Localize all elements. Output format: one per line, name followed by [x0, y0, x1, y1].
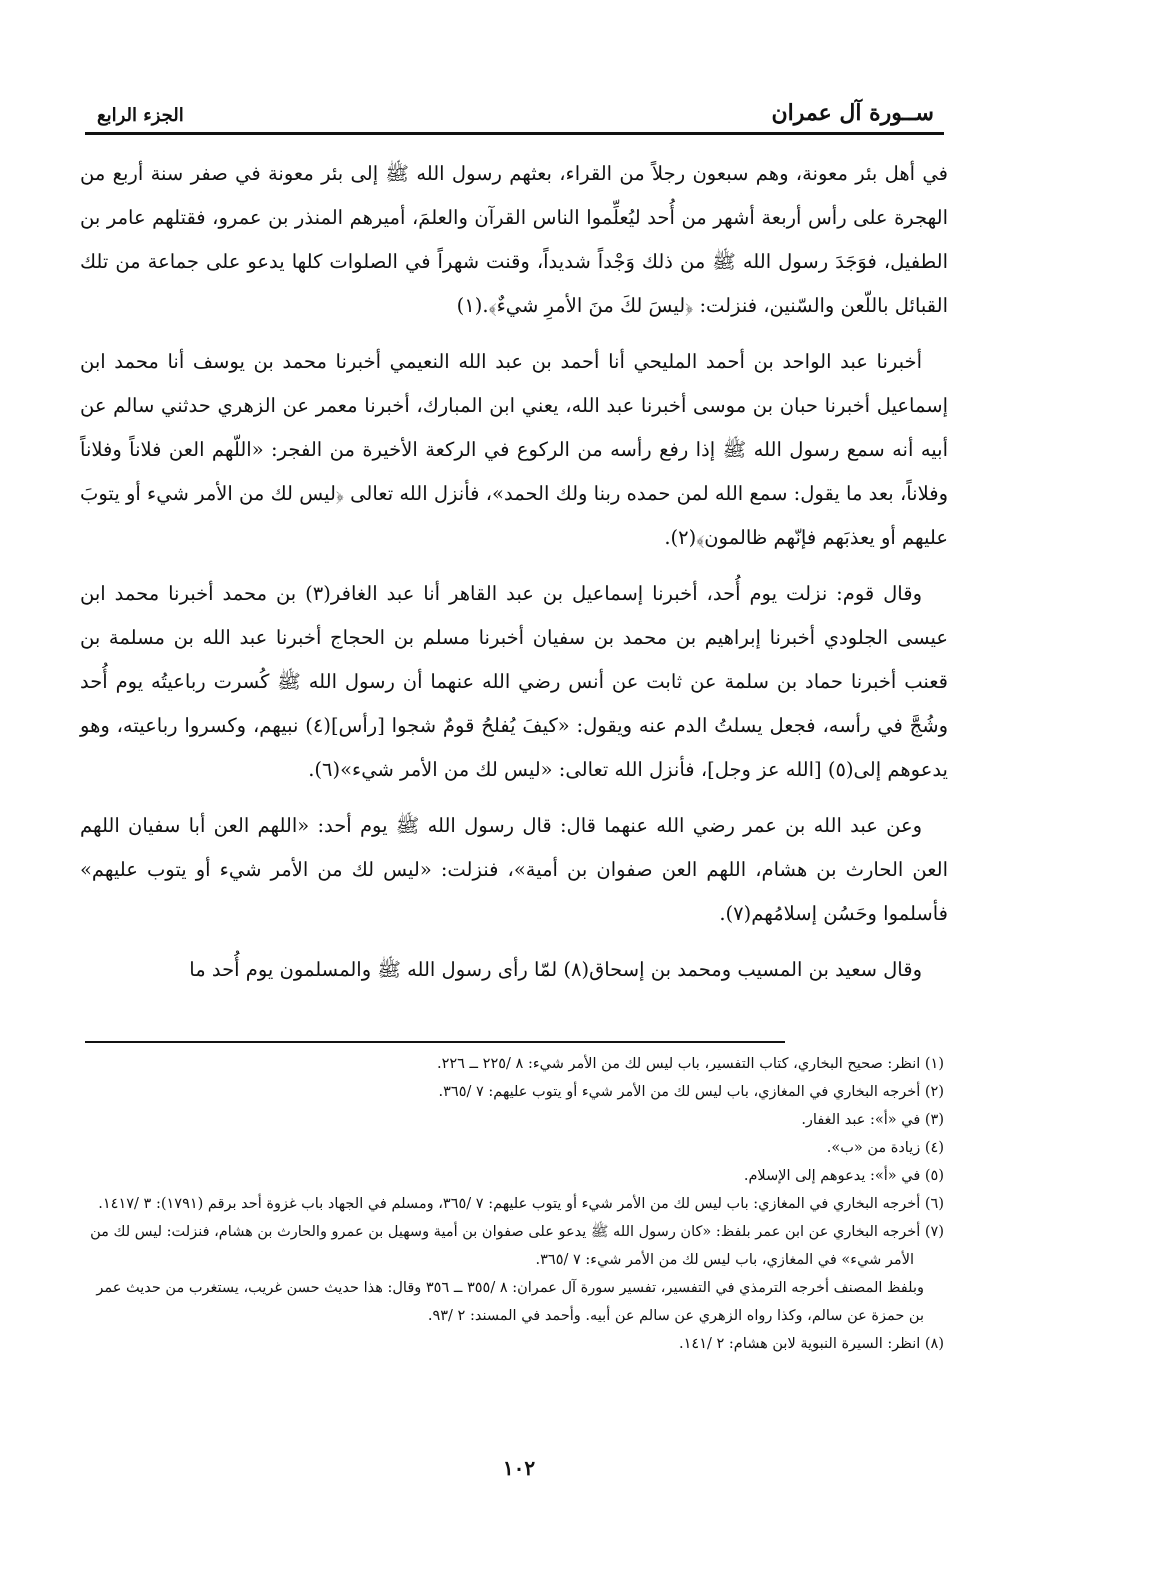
part-title: الجزء الرابع [97, 105, 184, 126]
paragraph: وقال سعيد بن المسيب ومحمد بن إسحاق(٨) لمّا رأى رسول الله ﷺ والمسلمون يوم أُحد ما [189, 958, 922, 981]
page-number: ١٠٢ [502, 1456, 536, 1480]
surah-title: ســورة آل عمران [771, 100, 934, 126]
footnote-continuation: وبلفظ المصنف أخرجه الترمذي في التفسير، تفسير سورة آل عمران: ٨ /٣٥٥ ــ ٣٥٦ وقال: هذا حديث حسن غريب، يستغرب من حديث عمر بن حمزة عن سالم، وكذا رواه الزهري عن سالم عن أبيه. وأحمد في المسند: ٢ /٩٣. [96, 1280, 924, 1324]
paragraph: في أهل بئر معونة، وهم سبعون رجلاً من القراء، بعثهم رسول الله ﷺ إلى بئر معونة في صفر سنة أربع من الهجرة على رأس أربعة أشهر من أُحد ليُعلِّموا الناس القرآن والعلمَ، أميرهم المنذر بن عمرو، فقتلهم عامر بن الطفيل، فوَجَدَ رسول الله ﷺ من ذلك وَجْداً شديداً، وقنت شهراً في الصلوات كلها يدعو على جماعة من تلك القبائل باللّعن والسّنين، فنزلت: ﴿ليسَ لكَ منَ الأمرِ شيءٌ﴾.(١) [80, 162, 948, 317]
footnotes [80, 1050, 944, 1358]
footnote: (٧) أخرجه البخاري عن ابن عمر بلفظ: «كان رسول الله ﷺ يدعو على صفوان بن أمية وسهيل بن عمرو والحارث بن هشام، فنزلت: ليس لك من الأمر شيء» في المغازي، باب ليس لك من الأمر شيء: ٧ /٣٦٥. [90, 1224, 944, 1268]
running-header [85, 86, 944, 135]
main-text [80, 152, 948, 1004]
paragraph: أخبرنا عبد الواحد بن أحمد المليحي أنا أحمد بن عبد الله النعيمي أخبرنا محمد بن يوسف أنا محمد ابن إسماعيل أخبرنا حبان بن موسى أخبرنا عبد الله، يعني ابن المبارك، أخبرنا معمر عن الزهري حدثني سالم عن أبيه أنه سمع رسول الله ﷺ إذا رفع رأسه من الركوع في الركعة الأخيرة من الفجر: «اللّهم العن فلاناً وفلاناً وفلاناً، بعد ما يقول: سمع الله لمن حمده ربنا ولك الحمد»، فأنزل الله تعالى ﴿ليس لك من الأمر شيء أو يتوبَ عليهم أو يعذبَهم فإنّهم ظالمون﴾(٢). [80, 350, 948, 549]
paragraph: وعن عبد الله بن عمر رضي الله عنهما قال: قال رسول الله ﷺ يوم أحد: «اللهم العن أبا سفيان اللهم العن الحارث بن هشام، اللهم العن صفوان بن أمية»، فنزلت: «ليس لك من الأمر شيء أو يتوب عليهم» فأسلموا وحَسُن إسلامُهم(٧). [80, 814, 948, 925]
footnote: (١) انظر: صحيح البخاري، كتاب التفسير، باب ليس لك من الأمر شيء: ٨ /٢٢٥ ــ ٢٢٦. [436, 1056, 944, 1072]
footnote: (٤) زيادة من «ب». [826, 1140, 944, 1156]
footnote: (٣) في «أ»: عبد الغفار. [801, 1112, 944, 1128]
footnote: (٨) انظر: السيرة النبوية لابن هشام: ٢ /١٤١. [679, 1336, 944, 1352]
footnote: (٥) في «أ»: يدعوهم إلى الإسلام. [743, 1168, 944, 1184]
footnote-separator [85, 1041, 785, 1043]
footnote: (٦) أخرجه البخاري في المغازي: باب ليس لك من الأمر شيء أو يتوب عليهم: ٧ /٣٦٥، ومسلم في الجهاد باب غزوة أحد برقم (١٧٩١): ٣ /١٤١٧. [98, 1196, 944, 1212]
paragraph: وقال قوم: نزلت يوم أُحد، أخبرنا إسماعيل بن عبد القاهر أنا عبد الغافر(٣) بن محمد أخبرنا محمد ابن عيسى الجلودي أخبرنا إبراهيم بن محمد بن سفيان أخبرنا مسلم بن الحجاج أخبرنا عبد الله بن مسلمة بن قعنب أخبرنا حماد بن سلمة عن ثابت عن أنس رضي الله عنهما أن رسول الله ﷺ كُسرت رباعيتُه يوم أُحد وشُجَّ في رأسه، فجعل يسلتُ الدم عنه ويقول: «كيفَ يُفلحُ قومٌ شجوا [رأس](٤) نبيهم، وكسروا رباعيته، وهو يدعوهم إلى(٥) [الله عز وجل]، فأنزل الله تعالى: «ليس لك من الأمر شيء»(٦). [80, 582, 948, 781]
footnote: (٢) أخرجه البخاري في المغازي، باب ليس لك من الأمر شيء أو يتوب عليهم: ٧ /٣٦٥. [438, 1084, 944, 1100]
